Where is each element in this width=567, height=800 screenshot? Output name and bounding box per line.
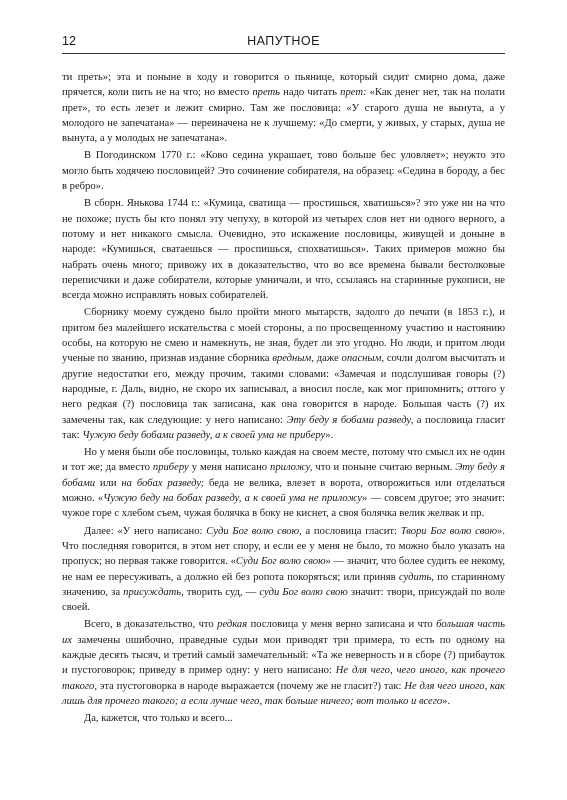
text-run: » — совсем другое; это значит: чужое горе с хлебом съем, чужая болячка в боку не киснет, а своя болячка велик желвак и пр. — [62, 493, 506, 520]
paragraph — [62, 445, 505, 521]
paragraph — [62, 524, 505, 616]
text-run: или — [95, 477, 122, 489]
text-run: » — значит, что более судить ее некому, не нам ее пересуживать, а должно ей без ропота покоряться; или приняв — [62, 556, 506, 583]
text-run: а пословица гласит: — [301, 525, 401, 537]
text-run: ». Что последняя говорится, в этом нет спору, и если ее у меня не было, то можно было указать на пропуск; но первая также говорится. « — [62, 525, 505, 568]
text-run: значит: твори, присуждай по воле своей. — [62, 586, 505, 614]
italic-text: Твори Бог волю свою — [400, 525, 498, 537]
italic-text: Эту беду я бобами разведу, — [286, 414, 414, 426]
italic-text: Не для чего, чего иного, как прочего такого, — [62, 665, 506, 692]
paragraph — [62, 70, 505, 146]
text-run: ти преть»; эта и поныне в ходу и говорится о пьянице, который сидит смирно дома, даже прячется, коли пить не на что; но вместо — [62, 72, 505, 99]
italic-text: Не для чего иного, как лишь для прочего такого; а если лучше чего, так больше ничего; вот только и всего — [62, 680, 506, 707]
italic-text: на бобах разведу; — [121, 477, 205, 489]
text-run: «Как денег нет, так на полати прет», то есть лезет и лежит смирно. Там же пословица: «У старого душа не вынута, а у молодого не запечатана» — переиначена не к лучшему: «До смерти, у живых, у старых, душа не вынута, а у молодых не запечатана». — [62, 87, 505, 145]
text-run: Далее: «У него написано: — [84, 525, 207, 537]
text-run: замечены ошибочно, праведные судьи мои приводят три примера, то есть по одному на каждые десять тысяч, и третий самый замечательный: «Та же неверность и в сборе (?) прибауток и пустоговорок; приведу в пример одну: у него написано: — [62, 634, 505, 677]
italic-text: Суди Бог волю свою — [235, 556, 326, 568]
text-run: Сборнику моему суждено было пройти много мытарств, задолго до печати (в 1853 г.), и притом без малейшего искательства с моей стороны, а по просвещенному участию и настоянию особы, на которую не смею и намекнуть, не зная, будет ли это угодно. Но люди, и притом люди ученые по званию, признав издание сборника — [62, 307, 505, 365]
running-header — [62, 31, 505, 54]
italic-text: Суди Бог волю свою, — [206, 525, 302, 537]
running-title: НАПУТНОЕ — [247, 34, 320, 48]
italic-text: судить, — [398, 571, 434, 583]
italic-text: суди Бог волю свою — [259, 586, 348, 598]
paragraph — [62, 148, 505, 194]
text-run: ». — [325, 429, 334, 441]
italic-text: приложу, — [270, 462, 313, 474]
paragraph — [62, 196, 505, 303]
text-run: эта пустоговорка в народе выражается (почему же не гласит?) так: — [97, 680, 405, 692]
text-run: даже — [313, 353, 342, 365]
text-run: надо читать — [280, 87, 341, 99]
italic-text: Чужую беду бобами разведу, а к своей ума не приберу — [82, 429, 326, 441]
text-run: творить суд, — — [183, 586, 260, 598]
italic-text: приберу — [152, 462, 189, 474]
italic-text: Эту беду я бобами — [62, 462, 505, 489]
text-run: В сборн. Янькова 1744 г.: «Кумица, сватища — простишься, хватишься»? это уже ни на что не похоже; пусть бы кто понял эту чепуху, в которой из четырех слов нет ни одного верного, а потому и нет никакого смысла. Очевидно, это искажение пословицы, живущей и доныне в народе: «Кумишься, сватаешься — проспишься, спохватишься». Таких примеров можно бы набрать очень много; привожу их в доказательство, что во все времена бывали бестолковые переписчики и даже собиратели, которые умничали, и что, ссылаясь на старинные рукописи, не всегда можно исправлять новых собирателей. — [62, 198, 505, 302]
text-run: а пословица гласит так: — [62, 414, 505, 441]
italic-text: редкая — [217, 619, 248, 631]
italic-text: прет: — [340, 87, 367, 99]
italic-text: опасным, — [341, 353, 384, 365]
text-run: Да, кажется, что только и всего... — [84, 713, 233, 725]
text-run: что и поныне считаю верным. — [312, 462, 456, 474]
text-run: Всего, в доказательство, что — [84, 619, 218, 631]
text-run: пословица у меня верно записана и что — [247, 619, 437, 631]
paragraph — [62, 617, 505, 709]
italic-text: большая часть их — [62, 619, 505, 646]
text-run: у меня написано — [188, 462, 271, 474]
italic-text: преть — [252, 87, 280, 99]
text-run: Но у меня были обе пословицы, только каждая на своем месте, потому что смысл их не один и тот же; да вместо — [62, 447, 505, 474]
text-run: ». — [442, 695, 451, 707]
paragraph — [62, 711, 505, 726]
italic-text: Чужую беду на бобах разведу, а к своей ума не приложу — [103, 493, 362, 505]
text-run: по старинному значению, за — [62, 571, 506, 598]
text-run: В Погодинском 1770 г.: «Ково седина украшает, тово больше бес уловляет»; неужто это могло быть ходячею пословицей? Это сочинение собирателя, на образец: «Седина в бороду, а бес в ребро». — [62, 150, 505, 193]
paragraph — [62, 305, 505, 443]
italic-text: присуждать, — [123, 586, 184, 598]
text-run: сочли долгом высчитать и другие недостатки его, между прочим, такими словами: «Замечая и подслушивая говоры (?) народные, г. Даль, видно, не скоро их записывал, а вносил после, как мог припомнить; оттого у него редкая (?) пословица так записана, как она говорится в народе. Большая часть (?) их замечены так, как следующие: у него написано: — [62, 353, 505, 426]
italic-text: вредным, — [272, 353, 314, 365]
body-text — [62, 70, 505, 728]
page-number: 12 — [62, 34, 76, 48]
text-run: беда не велика, влезет в ворота, отворожиться или отделаться можно. « — [62, 477, 505, 505]
